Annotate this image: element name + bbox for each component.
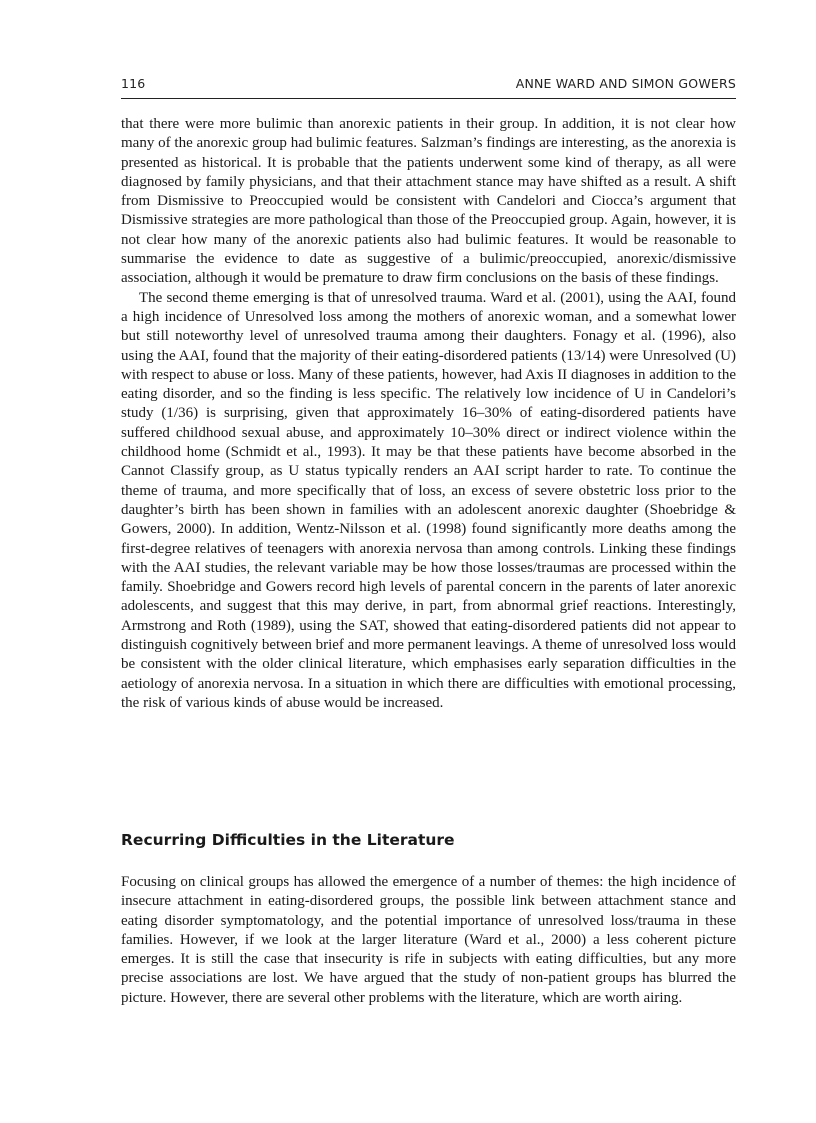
section-heading: Recurring Difficulties in the Literature [121,831,455,849]
paragraph: The second theme emerging is that of unresolved trauma. Ward et al. (2001), using the AAI, found a high incidence of Unresolved loss among the mothers of anorexic woman, and a somewhat lower but still noteworthy level of unresolved trauma among their daughters. Fonagy et al. (1996), also using the AAI, found that the majority of their eating-disordered patients (13/14) were Unresolved (U) with respect to abuse or loss. Many of these patients, however, had Axis II diagnoses in addition to the eating disorder, and so the finding is less specific. The relatively low incidence of U in Candelori’s study (1/36) is surprising, given that approximately 16–30% of eating-disordered patients have suffered childhood sexual abuse, and approximately 10–30% direct or indirect violence within the childhood home (Schmidt et al., 1993). It may be that these patients have become absorbed in the Cannot Classify group, as U status typically renders an AAI script harder to rate. To continue the theme of trauma, and more specifically that of loss, an excess of severe obstetric loss prior to the daughter’s birth has been shown in families with an adolescent anorexic daughter (Shoebridge & Gowers, 2000). In addition, Wentz-Nilsson et al. (1998) found significantly more deaths among the first-degree relatives of teenagers with anorexia nervosa than among controls. Linking these findings with the AAI studies, the relevant variable may be how those losses/traumas are processed within the family. Shoebridge and Gowers record high levels of parental concern in the parents of later anorexic adolescents, and suggest that this may derive, in part, from abnormal grief reactions. Interestingly, Armstrong and Roth (1989), using the SAT, showed that eating-disordered patients did not appear to distinguish cognitively between brief and more permanent leavings. A theme of unresolved loss would be consistent with the older clinical literature, which emphasises early separation difficulties in the aetiology of anorexia nervosa. In a situation in which there are difficulties with emotional processing, the risk of various kinds of abuse would be increased. [121,289,736,711]
running-head-authors: ANNE WARD AND SIMON GOWERS [515,76,736,91]
body-text [121,115,736,713]
section-body [121,873,736,1008]
header-rule [121,98,736,99]
page-number: 116 [121,76,146,91]
paragraph: Focusing on clinical groups has allowed the emergence of a number of themes: the high incidence of insecure attachment in eating-disordered groups, the possible link between attachment stance and eating disorder symptomatology, and the potential importance of unresolved loss/trauma in these families. However, if we look at the larger literature (Ward et al., 2000) a less coherent picture emerges. It is still the case that insecurity is rife in subjects with eating difficulties, but any more precise associations are lost. We have argued that the study of non-patient groups has blurred the picture. However, there are several other problems with the literature, which are worth airing. [121,874,736,1006]
paragraph: that there were more bulimic than anorexic patients in their group. In addition, it is not clear how many of the anorexic group had bulimic features. Salzman’s findings are interesting, as the anorexia is presented as historical. It is probable that the patients underwent some kind of therapy, as all were diagnosed by family physicians, and that their attachment stance may have shifted as a result. A shift from Dismissive to Preoccupied would be consistent with Candelori and Ciocca’s argument that Dismissive strategies are more pathological than those of the Preoccupied group. Again, however, it is not clear how many of the anorexic patients also had bulimic features. It would be reasonable to summarise the evidence to date as suggestive of a bulimic/preoccupied, anorexic/dismissive association, although it would be premature to draw firm conclusions on the basis of these findings. [121,116,736,287]
